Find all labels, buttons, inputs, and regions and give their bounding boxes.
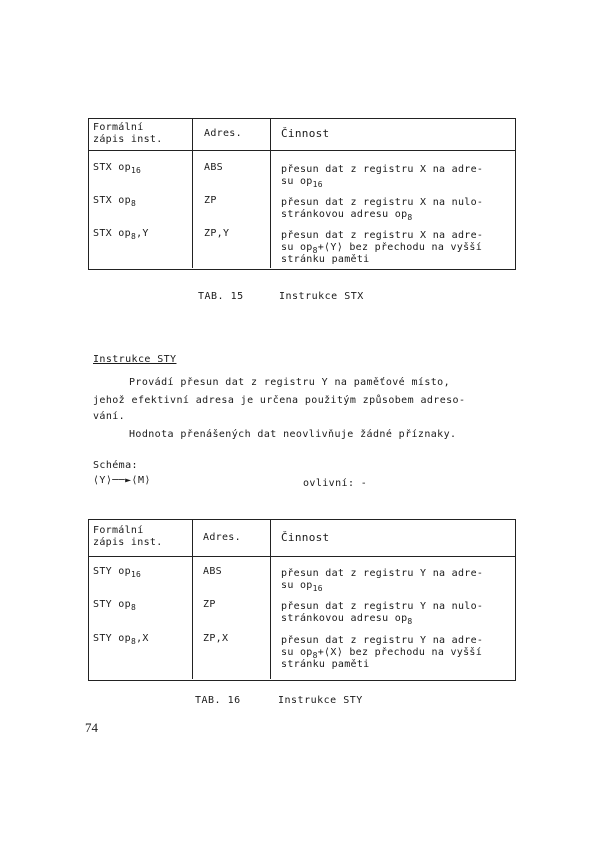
table-15-row-1-addr: ABS <box>204 162 223 173</box>
schema-label: Schéma: <box>93 460 138 471</box>
table-16-header-col2: Adres. <box>203 532 241 543</box>
table-15-caption-label: TAB. 15 <box>198 291 244 302</box>
table-15-row-2-addr: ZP <box>204 195 217 206</box>
table-15-row-3-instr: STX $op_8,Y$ <box>93 228 149 241</box>
table-15-header-col3: Činnost <box>281 127 330 140</box>
table-16-header-col3: Činnost <box>281 531 330 544</box>
table-15-row-2-instr: STX $op_8$ <box>93 195 137 208</box>
table-15-divider <box>270 118 271 268</box>
table-16-row-1-addr: ABS <box>203 566 222 577</box>
table-15-row-1-desc: přesun dat z registru X na adre- su $op_{16}$ <box>281 164 484 189</box>
table-15-row-2-desc: přesun dat z registru X na nulo- stránkovou adresu $op_8$ <box>281 197 484 222</box>
table-16-caption-title: Instrukce STY <box>278 695 363 706</box>
table-16-divider <box>270 519 271 679</box>
table-15-divider <box>192 118 193 268</box>
table-16-row-1-desc: přesun dat z registru Y na adre- su $op_{16}$ <box>281 568 484 593</box>
table-16-header-rule <box>88 556 515 557</box>
table-16-row-3-instr: STY $op_8,X$ <box>93 633 149 646</box>
page-number: 74 <box>85 720 98 735</box>
table-15-caption-title: Instrukce STX <box>279 291 364 302</box>
table-15-row-1-instr: STX $op_{16}$ <box>93 162 142 175</box>
section-heading: Instrukce STY <box>93 354 177 365</box>
table-15-header-col1: Formální zápis inst. <box>93 122 163 145</box>
table-16-row-2-desc: přesun dat z registru Y na nulo- stránkovou adresu $op_8$ <box>281 601 484 626</box>
table-16-row-3-desc: přesun dat z registru Y na adre- su $op_8+⟨X⟩$ bez přechodu na vyšší stránku paměti <box>281 635 484 670</box>
flags-affected: ovlivní: - <box>303 478 368 489</box>
table-16-row-2-instr: STY $op_8$ <box>93 599 137 612</box>
table-15-row-3-desc: přesun dat z registru X na adre- su $op_8+⟨Y⟩$ bez přechodu na vyšší stránku paměti <box>281 230 484 265</box>
table-16-divider <box>192 519 193 679</box>
table-16-row-1-instr: STY $op_{16}$ <box>93 566 142 579</box>
paragraph-1-line-3: vání. <box>93 411 126 422</box>
table-16-row-2-addr: ZP <box>203 599 216 610</box>
table-16-row-3-addr: ZP,X <box>203 633 229 644</box>
paragraph-1-line-2: jehož efektivní adresa je určena použitým způsobem adreso- <box>93 395 466 406</box>
paragraph-2: Hodnota přenášených dat neovlivňuje žádné příznaky. <box>129 429 457 440</box>
schema-diagram: ⟨Y⟩──►⟨M⟩ <box>93 475 151 486</box>
table-16-caption-label: TAB. 16 <box>195 695 241 706</box>
table-15-row-3-addr: ZP,Y <box>204 228 230 239</box>
table-16-header-col1: Formální zápis inst. <box>93 525 163 548</box>
table-15-header-col2: Adres. <box>204 128 242 139</box>
table-15-header-rule <box>88 150 515 151</box>
paragraph-1-line-1: Provádí přesun dat z registru Y na paměťové místo, <box>129 377 451 388</box>
